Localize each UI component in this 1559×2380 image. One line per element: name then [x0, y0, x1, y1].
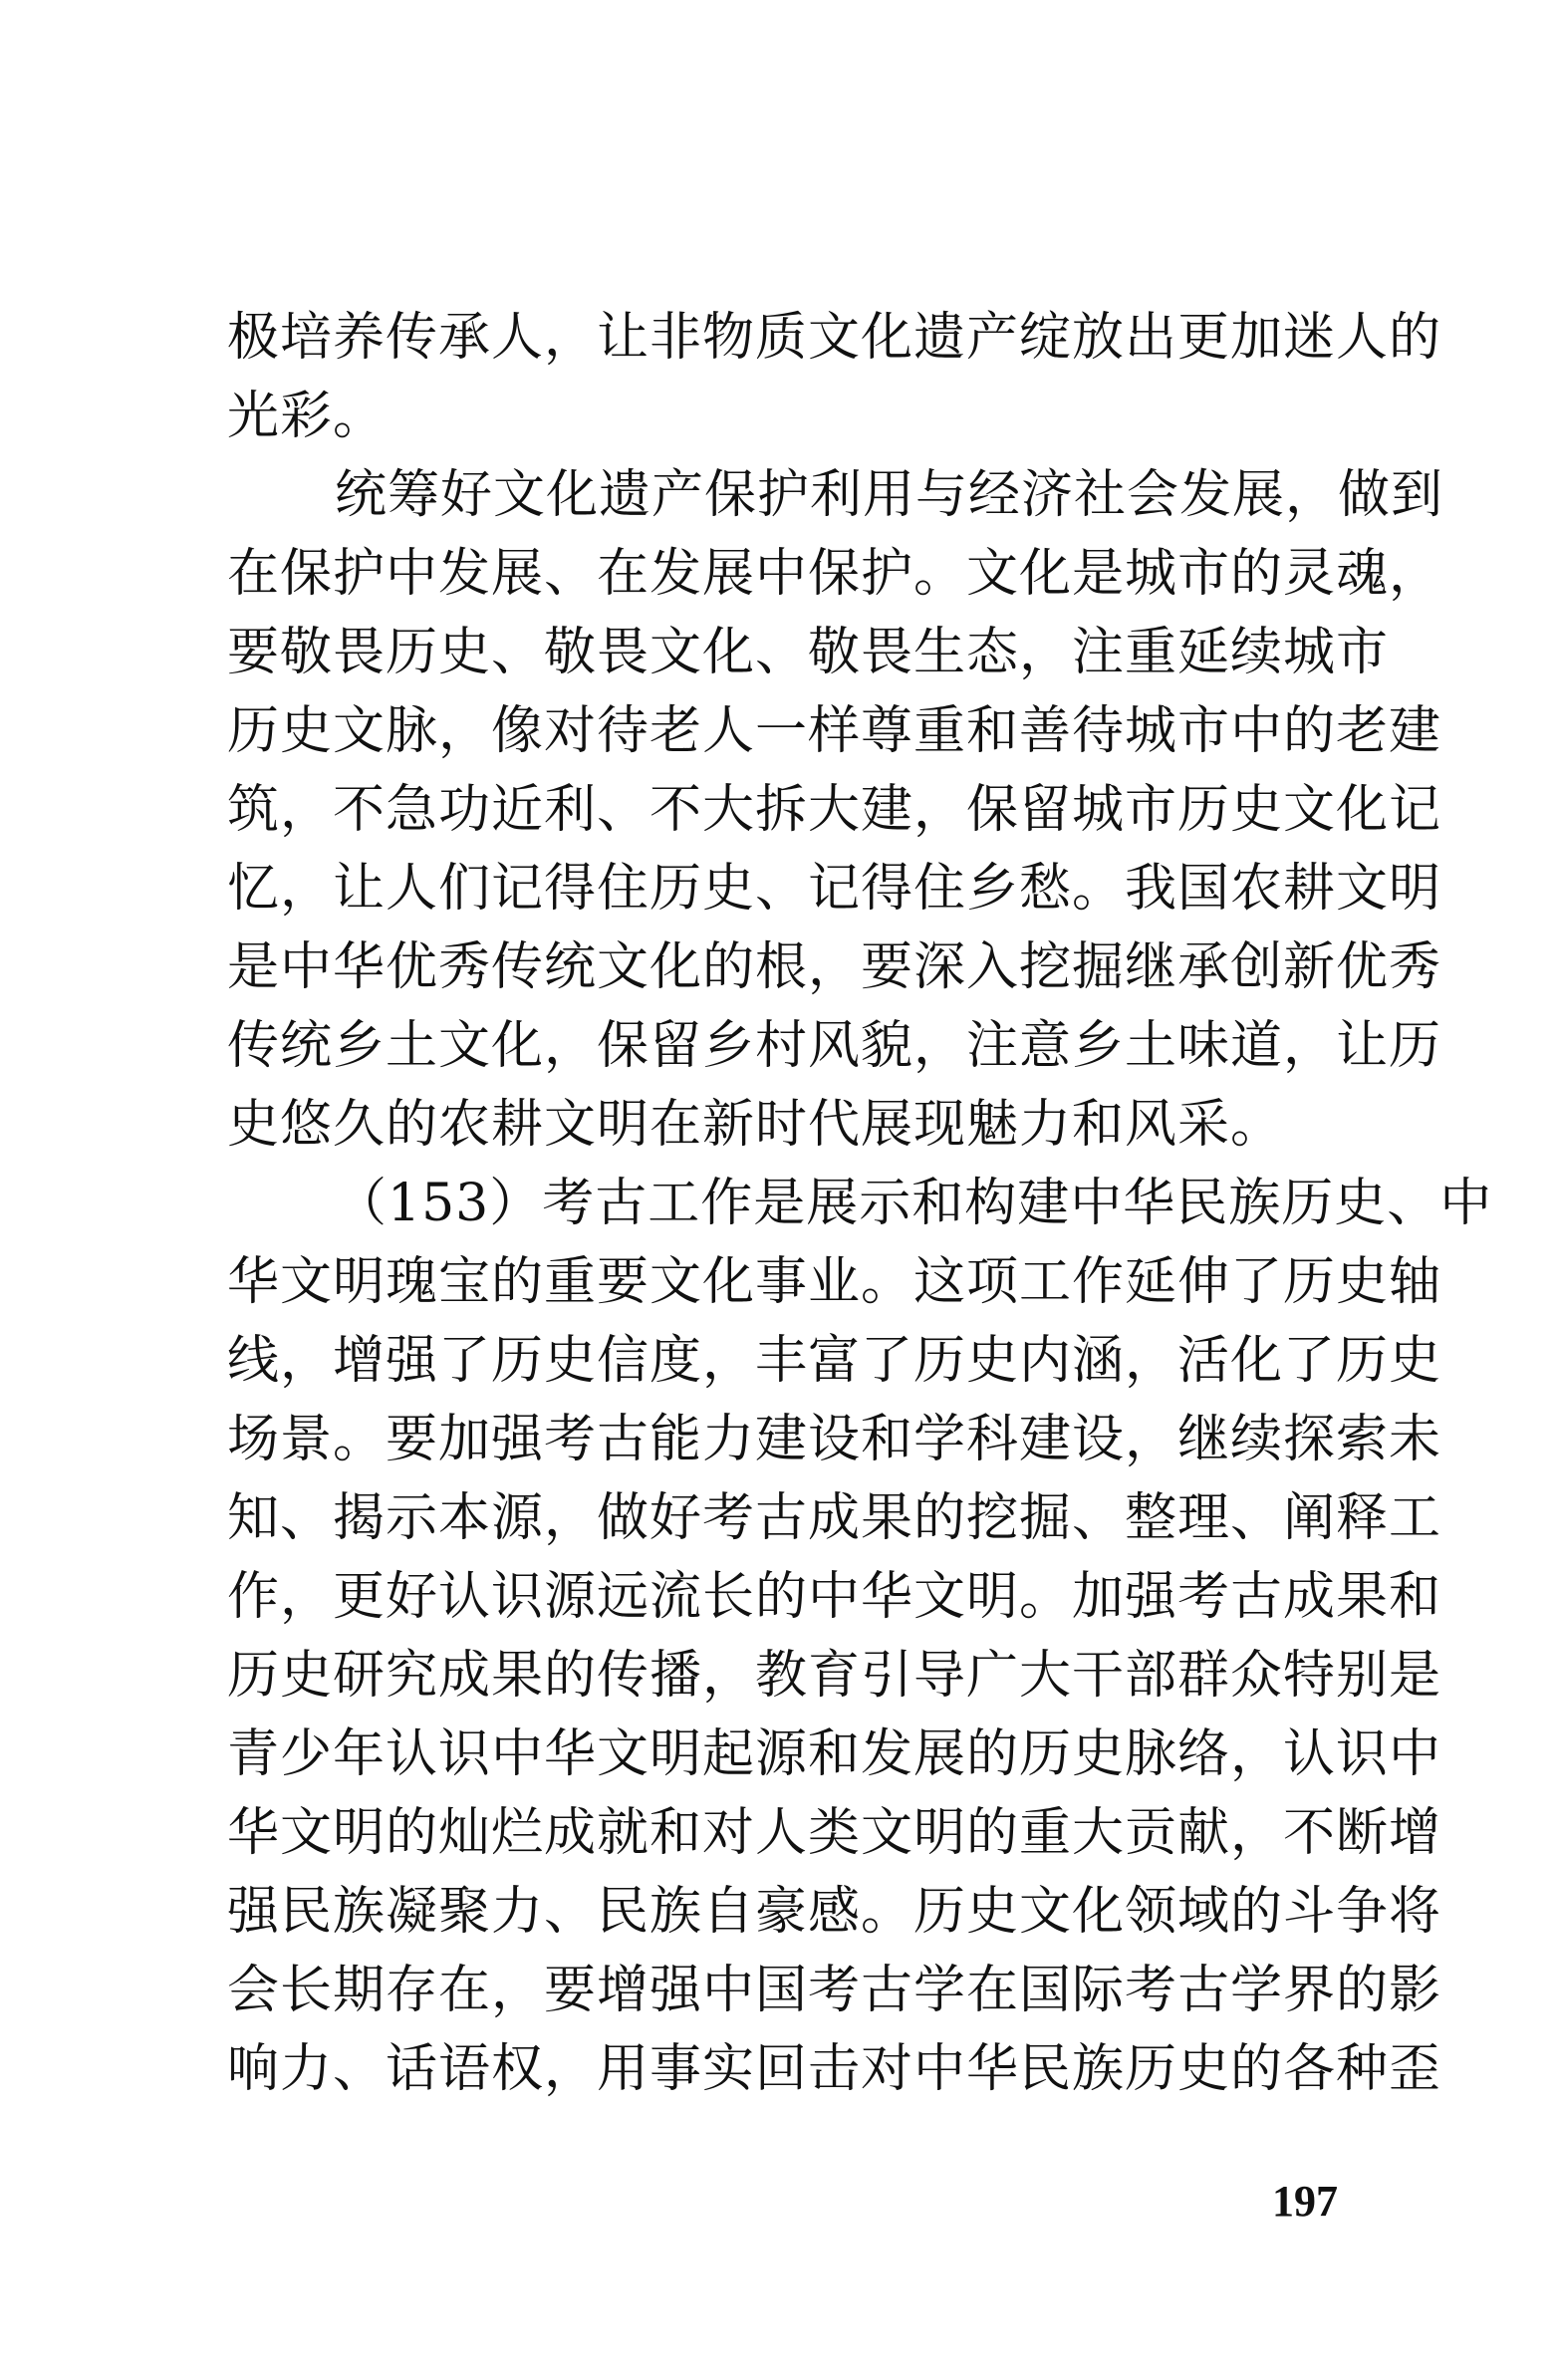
- text-line-9: 是中华优秀传统文化的根，要深入挖掘继承创新优秀: [227, 937, 1442, 997]
- text-line-3: 统筹好文化遗产保护利用与经济社会发展，做到: [335, 465, 1444, 525]
- text-line-12: （153）考古工作是展示和构建中华民族历史、中: [335, 1174, 1493, 1233]
- text-line-16: 知、揭示本源，做好考古成果的挖掘、整理、阐释工: [227, 1488, 1442, 1548]
- text-line-19: 青少年认识中华文明起源和发展的历史脉络，认识中: [227, 1724, 1442, 1784]
- text-line-4: 在保护中发展、在发展中保护。文化是城市的灵魂，: [227, 544, 1442, 604]
- text-line-23: 响力、话语权，用事实回击对中华民族历史的各种歪: [227, 2039, 1442, 2099]
- text-line-13: 华文明瑰宝的重要文化事业。这项工作延伸了历史轴: [227, 1252, 1442, 1312]
- text-line-22: 会长期存在，要增强中国考古学在国际考古学界的影: [227, 1961, 1442, 2020]
- text-line-8: 忆，让人们记得住历史、记得住乡愁。我国农耕文明: [227, 859, 1442, 919]
- text-line-11: 史悠久的农耕文明在新时代展现魅力和风采。: [227, 1095, 1284, 1155]
- text-line-20: 华文明的灿烂成就和对人类文明的重大贡献，不断增: [227, 1803, 1442, 1863]
- text-line-1: 极培养传承人，让非物质文化遗产绽放出更加迷人的: [227, 308, 1442, 368]
- text-line-10: 传统乡土文化，保留乡村风貌，注意乡土味道，让历: [227, 1016, 1442, 1076]
- text-line-2: 光彩。: [227, 387, 387, 446]
- text-line-7: 筑，不急功近利、不大拆大建，保留城市历史文化记: [227, 780, 1442, 840]
- text-line-17: 作，更好认识源远流长的中华文明。加强考古成果和: [227, 1567, 1442, 1627]
- body-text: [227, 299, 1493, 2109]
- text-line-21: 强民族凝聚力、民族自豪感。历史文化领域的斗争将: [227, 1882, 1442, 1942]
- text-line-6: 历史文脉，像对待老人一样尊重和善待城市中的老建: [227, 701, 1442, 761]
- text-line-18: 历史研究成果的传播，教育引导广大干部群众特别是: [227, 1646, 1442, 1706]
- text-line-14: 线，增强了历史信度，丰富了历史内涵，活化了历史: [227, 1331, 1442, 1391]
- text-line-15: 场景。要加强考古能力建设和学科建设，继续探索未: [227, 1410, 1442, 1469]
- page-number: 197: [1272, 2177, 1338, 2226]
- text-line-5: 要敬畏历史、敬畏文化、敬畏生态，注重延续城市: [227, 623, 1390, 682]
